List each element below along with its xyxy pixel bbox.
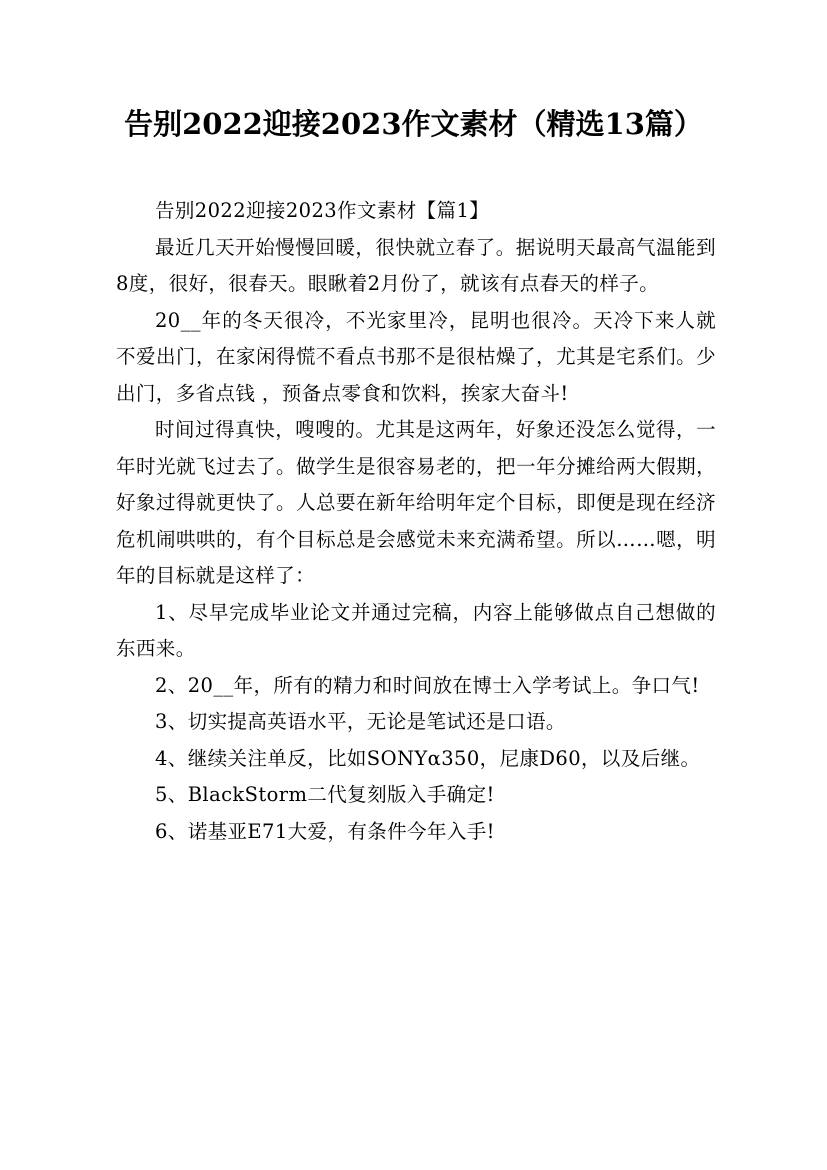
paragraph: 20__年的冬天很冷，不光家里冷，昆明也很冷。天冷下来人就不爱出门，在家闲得慌不看点书那不是很枯燥了，尤其是宅系们。少出门，多省点钱 ，预备点零食和饮料，挨家大奋斗! <box>116 308 716 405</box>
document-body <box>116 193 716 850</box>
list-item: 1、尽早完成毕业论文并通过完稿，内容上能够做点自己想做的东西来。 <box>116 600 716 660</box>
list-item: 3、切实提高英语水平，无论是笔试还是口语。 <box>155 710 566 733</box>
list-item: 2、20__年，所有的精力和时间放在博士入学考试上。争口气! <box>155 673 700 697</box>
list-item: 4、继续关注单反，比如SONYα350，尼康D60，以及后继。 <box>155 746 701 770</box>
paragraph: 最近几天开始慢慢回暖，很快就立春了。据说明天最高气温能到8度，很好，很春天。眼瞅着2月份了，就该有点春天的样子。 <box>116 235 716 295</box>
section-heading: 告别2022迎接2023作文素材【篇1】 <box>155 199 490 222</box>
list-item: 6、诺基亚E71大爱，有条件今年入手! <box>155 819 495 843</box>
paragraph: 时间过得真快，嗖嗖的。尤其是这两年，好象还没怎么觉得，一年时光就飞过去了。做学生是很容易老的，把一年分摊给两大假期，好象过得就更快了。人总要在新年给明年定个目标，即便是现在经济危机闹哄哄的，有个目标总是会感觉未来充满希望。所以……嗯，明年的目标就是这样了： <box>116 418 716 587</box>
document-title: 告别2022迎接2023作文素材（精选13篇） <box>124 107 703 141</box>
list-item: 5、BlackStorm二代复刻版入手确定! <box>155 783 495 806</box>
